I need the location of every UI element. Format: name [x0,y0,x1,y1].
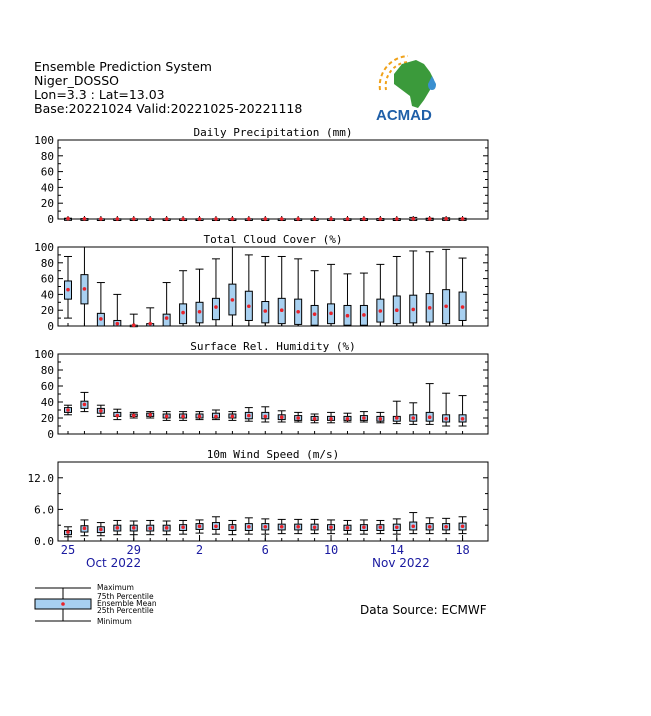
box-15 [311,519,319,533]
mean-dot [132,323,136,327]
mean-dot [116,414,120,418]
data-source-label: Data Source: ECMWF [360,603,487,617]
box-5 [146,308,154,326]
box-3 [113,520,121,534]
mean-dot [116,217,120,221]
box-3 [113,294,121,326]
box-19 [376,264,384,326]
mean-dot [411,308,415,312]
box-21 [409,513,417,534]
y-tick-label: 0 [47,428,54,441]
box-8 [196,269,204,326]
mean-dot [296,416,300,420]
box-24 [459,517,467,534]
box-11 [245,255,253,326]
box-17 [343,217,351,221]
box-14 [294,519,302,533]
box-17 [343,413,351,422]
mean-dot [165,526,169,530]
mean-dot [329,417,333,421]
chart-panel-3 [28,448,489,548]
y-tick-label: 0.0 [34,535,54,548]
y-tick-label: 40 [40,288,54,302]
box-5 [146,412,154,418]
x-month-label: Oct 2022 [86,556,142,570]
y-tick-label: 100 [34,348,54,361]
plot-frame [58,247,488,326]
mean-dot [313,417,317,421]
header-coordinates: Lon=3.3 : Lat=13.03 [34,87,165,102]
mean-dot [66,530,70,534]
box-2 [97,405,105,416]
y-tick-label: 80 [40,149,54,163]
mean-dot [83,287,87,291]
mean-dot [395,416,399,420]
mean-dot [346,217,350,221]
mean-dot [247,525,251,529]
box-13 [278,519,286,533]
box-19 [376,520,384,533]
mean-dot [231,217,235,221]
legend-mean-dot [61,602,65,606]
mean-dot [181,415,185,419]
box-22 [426,217,434,221]
mean-dot [329,526,333,530]
y-tick-label: 20 [40,412,54,425]
y-tick-label: 6.0 [34,503,54,517]
mean-dot [198,415,202,419]
box-4 [130,521,138,535]
legend-label-minimum: Minimum [97,617,132,626]
box-1 [80,392,88,411]
box-18 [360,412,368,422]
x-tick-label: 25 [60,543,76,557]
box-8 [196,412,204,420]
box-21 [409,251,417,326]
mean-dot [313,312,317,316]
legend-label-p25: 25th Percentile [97,606,154,615]
mean-dot [428,525,432,529]
chart-panel-0 [34,126,488,226]
y-tick-label: 40 [40,181,54,195]
mean-dot [411,524,415,528]
box-2 [97,283,105,326]
box-9 [212,217,220,221]
mean-dot [263,309,267,313]
y-tick-label: 20 [40,197,54,211]
box-10 [228,217,236,221]
box-2 [97,217,105,221]
mean-dot [231,415,235,419]
mean-dot [99,317,103,321]
mean-dot [214,217,218,221]
mean-dot [428,217,432,221]
box-8 [196,217,204,221]
mean-dot [148,322,152,326]
box-22 [426,252,434,326]
mean-dot [329,312,333,316]
mean-dot [99,217,103,221]
box-3 [113,217,121,221]
mean-dot [116,322,120,326]
box-23 [442,217,450,221]
x-tick-label: 2 [195,543,204,557]
mean-dot [214,524,218,528]
mean-dot [165,415,169,419]
mean-dot [181,311,185,315]
box-12 [261,217,269,221]
mean-dot [83,217,87,221]
x-tick-label: 10 [323,543,339,557]
mean-dot [444,525,448,529]
mean-dot [379,417,383,421]
mean-dot [395,308,399,312]
mean-dot [165,316,169,320]
y-tick-label: 60 [40,272,54,286]
legend-label-p75: 75th Percentile [97,592,154,601]
mean-dot [379,217,383,221]
box-12 [261,256,269,326]
box-9 [212,517,220,534]
box-0 [64,256,72,318]
box-3 [113,409,121,419]
box-11 [245,408,253,422]
x-month-label: Nov 2022 [372,556,430,570]
mean-dot [313,217,317,221]
mean-dot [66,408,70,412]
y-tick-label: 40 [40,396,54,409]
mean-dot [148,527,152,531]
box-2 [97,523,105,536]
mean-dot [132,414,136,418]
mean-dot [132,526,136,530]
mean-dot [83,527,87,531]
box-15 [311,217,319,221]
box-9 [212,259,220,326]
box-20 [393,401,401,423]
legend-label-mean: Ensemble Mean [97,599,157,608]
box-18 [360,273,368,326]
mean-dot [247,304,251,308]
box-9 [212,410,220,420]
box-14 [294,412,302,422]
header-location: Niger_DOSSO [34,73,120,88]
box-23 [442,393,450,426]
mean-dot [329,217,333,221]
y-tick-label: 100 [34,241,54,254]
box-14 [294,259,302,326]
box-19 [376,217,384,221]
mean-dot [116,526,120,530]
mean-dot [411,416,415,420]
legend-label-maximum: Maximum [97,583,134,592]
box-22 [426,518,434,534]
box-24 [459,258,467,326]
box-12 [261,407,269,422]
box-24 [459,396,467,426]
box-24 [459,217,467,221]
box-6 [163,217,171,221]
mean-dot [132,217,136,221]
y-tick-label: 100 [34,134,54,147]
iqr-box [163,314,170,326]
box-16 [327,520,335,534]
box-13 [278,256,286,326]
mean-dot [148,413,152,417]
mean-dot [198,524,202,528]
mean-dot [444,217,448,221]
box-14 [294,217,302,221]
plot-frame [58,354,488,434]
mean-dot [461,524,465,528]
mean-dot [214,305,218,309]
box-10 [228,520,236,534]
mean-dot [181,526,185,530]
y-tick-label: 12.0 [27,471,54,485]
mean-dot [428,415,432,419]
box-13 [278,217,286,221]
box-20 [393,256,401,326]
mean-dot [362,416,366,420]
box-7 [179,412,187,421]
box-1 [80,217,88,221]
mean-dot [263,217,267,221]
y-tick-label: 0 [47,213,54,226]
box-6 [163,412,171,421]
mean-dot [280,217,284,221]
mean-dot [66,288,70,292]
box-5 [146,217,154,221]
mean-dot [165,217,169,221]
box-23 [442,518,450,533]
mean-dot [346,526,350,530]
box-15 [311,414,319,423]
x-tick-label: 14 [389,543,405,557]
box-16 [327,217,335,221]
mean-dot [263,415,267,419]
box-1 [80,520,88,536]
mean-dot [99,409,103,413]
chart-title: 10m Wind Speed (m/s) [206,448,340,461]
mean-dot [214,415,218,419]
mean-dot [263,525,267,529]
y-tick-label: 60 [40,380,54,393]
mean-dot [66,217,70,221]
header-title: Ensemble Prediction System [34,59,212,74]
y-tick-label: 60 [40,165,54,179]
y-tick-label: 20 [40,304,54,318]
mean-dot [346,417,350,421]
chart-title: Daily Precipitation (mm) [193,126,353,139]
box-7 [179,520,187,534]
box-11 [245,217,253,221]
mean-dot [280,525,284,529]
mean-dot [247,217,251,221]
mean-dot [444,417,448,421]
box-4 [130,412,138,418]
mean-dot [362,217,366,221]
mean-dot [461,417,465,421]
plot-frame [58,140,488,219]
box-13 [278,411,286,422]
box-7 [179,217,187,221]
box-8 [196,520,204,533]
box-21 [409,217,417,221]
mean-dot [83,403,87,407]
mean-dot [247,414,251,418]
mean-dot [296,525,300,529]
box-17 [343,520,351,534]
mean-dot [296,217,300,221]
mean-dot [231,526,235,530]
mean-dot [379,526,383,530]
box-23 [442,249,450,326]
box-0 [64,405,72,415]
mean-dot [346,314,350,318]
plot-frame [58,462,488,541]
box-21 [409,403,417,425]
mean-dot [198,217,202,221]
box-1 [80,247,88,326]
mean-dot [148,217,152,221]
iqr-box [212,298,219,319]
box-18 [360,520,368,534]
y-tick-label: 80 [40,256,54,270]
mean-dot [379,309,383,313]
logo-text: ACMAD [376,107,432,124]
y-tick-label: 80 [40,364,54,377]
mean-dot [280,415,284,419]
x-tick-label: 6 [261,543,269,557]
box-6 [163,283,171,326]
box-22 [426,384,434,425]
box-10 [228,412,236,421]
box-12 [261,519,269,534]
mean-dot [280,308,284,312]
mean-dot [296,310,300,314]
mean-dot [198,310,202,314]
mean-dot [231,298,235,302]
header-dates: Base:20221024 Valid:20221025-20221118 [34,101,303,116]
mean-dot [411,217,415,221]
mean-dot [99,528,103,532]
mean-dot [428,306,432,310]
mean-dot [395,526,399,530]
box-16 [327,264,335,326]
x-tick-label: 18 [455,543,470,557]
box-20 [393,519,401,534]
mean-dot [461,305,465,309]
box-11 [245,518,253,534]
mean-dot [461,217,465,221]
box-20 [393,217,401,221]
box-0 [64,217,72,221]
chart-title: Surface Rel. Humidity (%) [190,340,356,353]
box-10 [228,247,236,326]
box-7 [179,271,187,326]
box-19 [376,412,384,422]
box-18 [360,217,368,221]
box-15 [311,271,319,326]
chart-panel-2 [34,340,488,441]
box-16 [327,412,335,422]
x-tick-label: 29 [126,543,141,557]
box-4 [130,217,138,221]
box-5 [146,520,154,534]
chart-title: Total Cloud Cover (%) [203,233,343,246]
y-tick-label: 0 [47,320,54,333]
mean-dot [395,217,399,221]
box-17 [343,274,351,326]
mean-dot [362,526,366,530]
chart-panel-1 [34,233,488,333]
mean-dot [313,526,317,530]
box-6 [163,521,171,535]
mean-dot [444,304,448,308]
mean-dot [181,217,185,221]
mean-dot [362,313,366,317]
box-4 [130,314,138,327]
